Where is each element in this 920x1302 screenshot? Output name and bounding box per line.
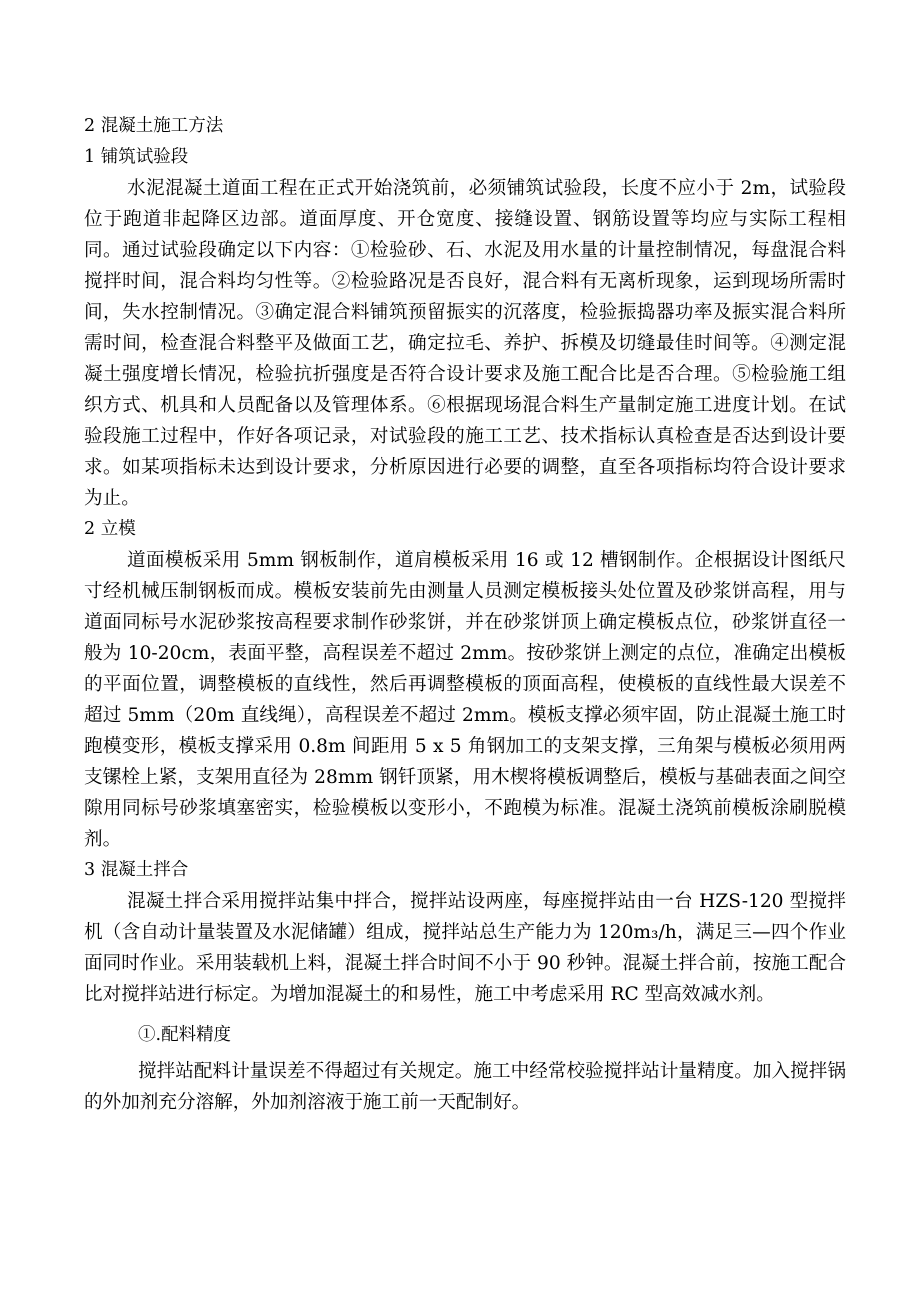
- document-body: [84, 111, 846, 1118]
- heading-trial-section: 1 铺筑试验段: [84, 147, 189, 167]
- paragraph-trial-section: 水泥混凝土道面工程在正式开始浇筑前，必须铺筑试验段，长度不应小于 2m，试验段位于跑道非起降区边部。道面厚度、开仓宽度、接缝设置、钢筋设置等均应与实际工程相同。通过试验段确定以下内容：①检验砂、石、水泥及用水量的计量控制情况，每盘混合料搅拌时间，混合料均匀性等。②检验路况是否良好，混合料有无离析现象，运到现场所需时间，失水控制情况。③确定混合料铺筑预留振实的沉落度，检验振捣器功率及振实混合料所需时间，检查混合料整平及做面工艺，确定拉毛、养护、拆模及切缝最佳时间等。④测定混凝土强度增长情况，检验抗折强度是否符合设计要求及施工配合比是否合理。⑤检验施工组织方式、机具和人员配备以及管理体系。⑥根据现场混合料生产量制定施工进度计划。在试验段施工过程中，作好各项记录，对试验段的施工工艺、技术指标认真检查是否达到设计要求。如某项指标未达到设计要求，分析原因进行必要的调整，直至各项指标均符合设计要求为止。: [84, 178, 846, 509]
- heading-batching-accuracy: ①.配料精度: [138, 1025, 232, 1045]
- paragraph-formwork: 道面模板采用 5mm 钢板制作，道肩模板采用 16 或 12 槽钢制作。企根据设计图纸尺寸经机械压制钢板而成。模板安装前先由测量人员测定模板接头处位置及砂浆饼高程，用与道面同标号水泥砂浆按高程要求制作砂浆饼，并在砂浆饼顶上确定模板点位，砂浆饼直径一般为 10-20cm，表面平整，高程误差不超过 2mm。按砂浆饼上测定的点位，准确定出模板的平面位置，调整模板的直线性，然后再调整模板的顶面高程，使模板的直线性最大误差不超过 5mm（20m 直线绳），高程误差不超过 2mm。模板支撑必须牢固，防止混凝土施工时跑模变形，模板支撑采用 0.8m 间距用 5 x 5 角钢加工的支架支撑，三角架与模板必须用两支镙栓上紧，支架用直径为 28mm 钢钎顶紧，用木楔将模板调整后，模板与基础表面之间空隙用同标号砂浆填塞密实，检验模板以变形小，不跑模为标准。混凝土浇筑前模板涂刷脱模剂。: [84, 550, 846, 850]
- paragraph-concrete-mixing: 混凝土拌合采用搅拌站集中拌合，搅拌站设两座，每座搅拌站由一台 HZS-120 型搅拌机（含自动计量装置及水泥储罐）组成，搅拌站总生产能力为 120m₃/h，满足三—四个作业面同时作业。采用装载机上料，混凝土拌合时间不小于 90 秒钟。混凝土拌合前，按施工配合比对搅拌站进行标定。为增加混凝土的和易性，施工中考虑采用 RC 型高效减水剂。: [84, 891, 846, 1005]
- heading-formwork: 2 立模: [84, 519, 136, 539]
- section-title: 2 混凝土施工方法: [84, 116, 224, 136]
- heading-concrete-mixing: 3 混凝土拌合: [84, 860, 189, 880]
- paragraph-batching-accuracy: 搅拌站配料计量误差不得超过有关规定。施工中经常校验搅拌站计量精度。加入搅拌锅的外加剂充分溶解，外加剂溶液于施工前一天配制好。: [84, 1061, 846, 1113]
